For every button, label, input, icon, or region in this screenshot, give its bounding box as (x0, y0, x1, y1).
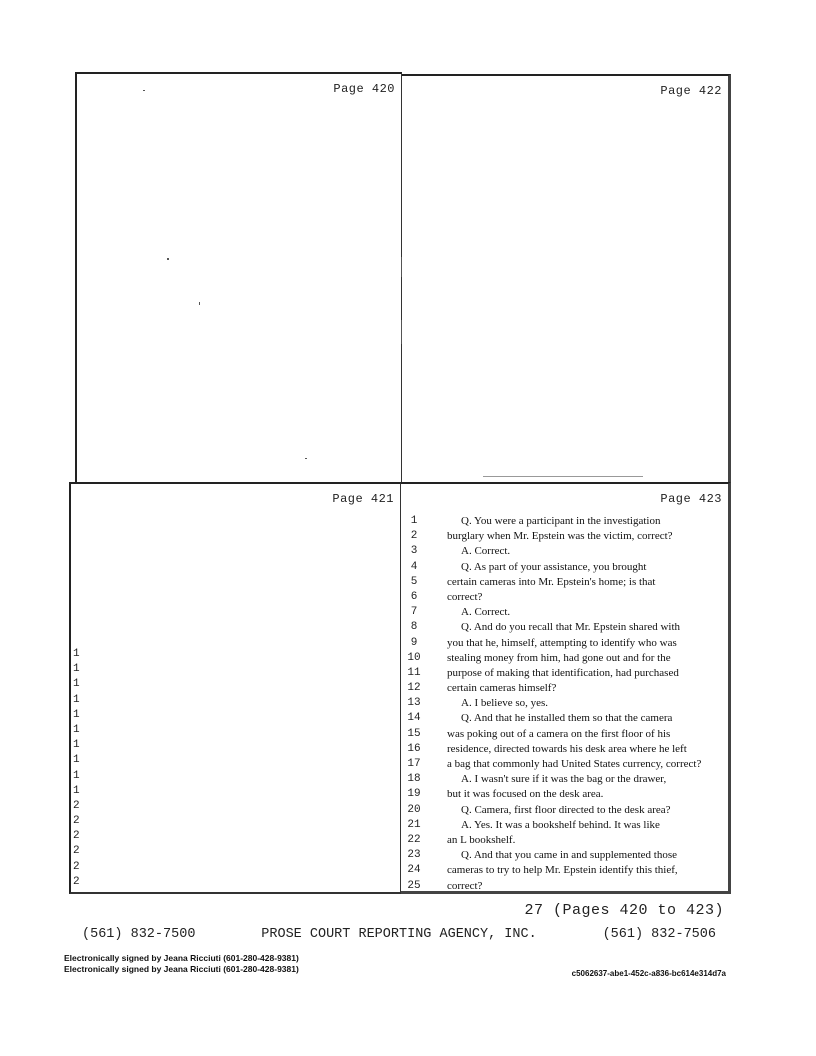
document-hash: c5062637-abe1-452c-a836-bc614e314d7a (571, 969, 726, 978)
line-number: 2 (73, 875, 80, 888)
scan-speck (143, 90, 145, 91)
electronic-signature: Electronically signed by Jeana Ricciuti (601-280-428-9381) (64, 953, 299, 963)
transcript-line (401, 772, 731, 787)
line-text: you that he, himself, attempting to identify who was (447, 636, 677, 649)
line-number: 22 (407, 833, 421, 846)
line-number: 23 (407, 849, 421, 862)
line-number: 17 (407, 758, 421, 770)
page-range: 27 (Pages 420 to 423) (524, 902, 724, 919)
line-number: 1 (73, 754, 80, 767)
line-text: a bag that commonly had United States currency, correct? (447, 758, 702, 770)
line-number: 5 (410, 575, 418, 588)
line-number: 25 (407, 879, 421, 892)
scan-speck (401, 257, 402, 277)
line-text: burglary when Mr. Epstein was the victim, correct? (447, 530, 673, 543)
transcript-line (401, 727, 731, 742)
line-text: purpose of making that identification, had purchased (447, 666, 679, 679)
line-number: 2 (73, 860, 80, 873)
line-text: A. Yes. It was a bookshelf behind. It was like (461, 818, 660, 831)
line-text: correct? (447, 879, 483, 892)
line-text: stealing money from him, had gone out and for the (447, 651, 671, 664)
transcript-line (401, 879, 731, 894)
transcript-line (401, 742, 731, 757)
line-number: 16 (407, 742, 421, 755)
transcript-line (401, 711, 731, 726)
page-423-transcript (401, 514, 731, 894)
line-number: 10 (407, 651, 421, 664)
line-number: 13 (407, 697, 421, 710)
agency-footer (82, 927, 716, 942)
line-number: 24 (407, 864, 421, 877)
line-text: residence, directed towards his desk area where he left (447, 742, 687, 755)
transcript-line (401, 833, 731, 848)
transcript-line (401, 818, 731, 833)
line-number: 2 (73, 830, 80, 843)
line-number: 1 (73, 693, 80, 706)
line-text: Q. And that he installed them so that the camera (461, 712, 673, 725)
transcript-line (401, 848, 731, 863)
line-number: 12 (407, 682, 421, 695)
line-text: Q. And do you recall that Mr. Epstein shared with (461, 621, 681, 634)
line-text: A. I wasn't sure if it was the bag or the drawer, (461, 773, 667, 786)
line-number: 4 (410, 560, 418, 573)
transcript-line (401, 544, 731, 559)
transcript-line (401, 863, 731, 878)
line-number: 1 (73, 678, 80, 691)
line-number: 1 (73, 723, 80, 736)
line-number: 2 (410, 530, 418, 543)
transcript-line (401, 529, 731, 544)
line-number: 1 (410, 515, 418, 527)
line-number: 1 (73, 663, 80, 676)
line-number: 18 (407, 773, 421, 786)
line-text: A. Correct. (461, 606, 511, 619)
line-text: certain cameras into Mr. Epstein's home; is that (447, 575, 656, 588)
electronic-signature: Electronically signed by Jeana Ricciuti (601-280-428-9381) (64, 964, 299, 974)
line-text: cameras to try to help Mr. Epstein identify this thief, (447, 864, 678, 877)
line-number: 19 (407, 788, 421, 801)
line-number: 3 (410, 545, 418, 558)
line-text: certain cameras himself? (447, 682, 557, 695)
transcript-line (401, 575, 731, 590)
line-number: 1 (73, 648, 80, 660)
page-421-line-numbers (73, 647, 80, 890)
scan-speck (167, 258, 169, 260)
phone-right: (561) 832-7506 (602, 927, 716, 942)
page-420-quadrant (75, 72, 402, 482)
line-number: 6 (410, 590, 418, 603)
line-number: 2 (73, 815, 80, 828)
transcript-line (401, 636, 731, 651)
transcript-line (401, 620, 731, 635)
line-text: correct? (447, 590, 483, 603)
transcript-line (401, 560, 731, 575)
line-text: A. Correct. (461, 545, 511, 558)
line-number: 2 (73, 799, 80, 812)
page-423-quadrant (401, 482, 731, 894)
line-number: 1 (73, 708, 80, 721)
line-number: 1 (73, 769, 80, 782)
line-text: was poking out of a camera on the first floor of his (447, 727, 671, 740)
transcript-line (401, 696, 731, 711)
line-text: an L bookshelf. (447, 833, 516, 846)
transcript-line (401, 651, 731, 666)
transcript-line (401, 803, 731, 818)
line-number: 1 (73, 739, 80, 752)
line-number: 7 (410, 606, 418, 619)
page-422-quadrant (402, 74, 731, 482)
transcript-line (401, 605, 731, 620)
scan-artifact-line (483, 476, 643, 477)
page-421-label: Page 421 (332, 492, 394, 506)
line-number: 11 (407, 666, 421, 679)
page-420-label: Page 420 (333, 82, 395, 96)
transcript-line (401, 681, 731, 696)
scan-speck (199, 302, 200, 305)
line-number: 9 (410, 636, 418, 649)
line-text: Q. You were a participant in the investigation (461, 515, 661, 527)
phone-left: (561) 832-7500 (82, 927, 196, 942)
scan-speck (401, 320, 402, 344)
transcript-line (401, 590, 731, 605)
scan-speck (305, 458, 307, 459)
line-text: Q. And that you came in and supplemented those (461, 849, 677, 862)
page-421-quadrant (69, 482, 401, 894)
transcript-line (401, 787, 731, 802)
line-number: 15 (407, 727, 421, 740)
transcript-line (401, 666, 731, 681)
page-423-label: Page 423 (660, 492, 722, 506)
line-text: Q. Camera, first floor directed to the desk area? (461, 803, 671, 816)
line-number: 8 (410, 621, 418, 634)
line-number: 21 (407, 818, 421, 831)
line-number: 14 (407, 712, 421, 725)
line-number: 1 (73, 784, 80, 797)
line-number: 20 (407, 803, 421, 816)
transcript-line (401, 757, 731, 772)
transcript-line (401, 514, 731, 529)
line-text: but it was focused on the desk area. (447, 788, 604, 801)
line-text: A. I believe so, yes. (461, 697, 549, 710)
page-422-label: Page 422 (660, 84, 722, 98)
transcript-sheet (69, 72, 731, 894)
line-text: Q. As part of your assistance, you brought (461, 560, 647, 573)
line-number: 2 (73, 845, 80, 858)
agency-name: PROSE COURT REPORTING AGENCY, INC. (261, 927, 537, 942)
